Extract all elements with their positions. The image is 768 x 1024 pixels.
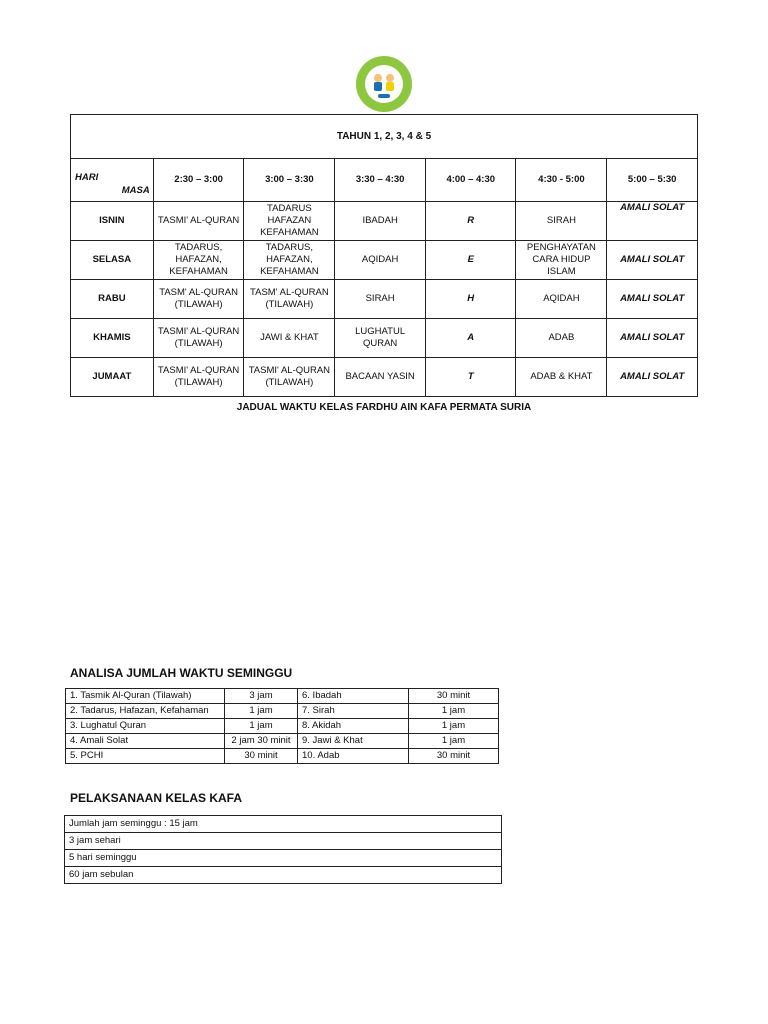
time-slot-header: 3:00 – 3:30 bbox=[244, 159, 335, 202]
subject-cell: BACAAN YASIN bbox=[335, 358, 426, 397]
time-header-row bbox=[71, 159, 698, 202]
hari-label: HARI bbox=[75, 172, 99, 183]
permata-suria-logo bbox=[354, 54, 414, 114]
pelaksanaan-item: 3 jam sehari bbox=[65, 833, 502, 850]
subject-cell: AMALI SOLAT bbox=[607, 358, 698, 397]
subject-name: 4. Amali Solat bbox=[66, 734, 225, 749]
table-row bbox=[66, 719, 499, 734]
table-row bbox=[71, 241, 698, 280]
time-slot-header: 4:00 – 4:30 bbox=[425, 159, 516, 202]
subject-cell: TASMI' AL-QURAN (TILAWAH) bbox=[153, 358, 244, 397]
subject-cell: AMALI SOLAT bbox=[607, 202, 698, 241]
table-row bbox=[71, 202, 698, 241]
subject-cell: TADARUS HAFAZAN KEFAHAMAN bbox=[244, 202, 335, 241]
pelaksanaan-table bbox=[64, 815, 502, 884]
analisa-table bbox=[65, 688, 499, 764]
time-slot-header: 4:30 - 5:00 bbox=[516, 159, 607, 202]
subject-name: 8. Akidah bbox=[298, 719, 409, 734]
subject-cell: TASM' AL-QURAN (TILAWAH) bbox=[153, 280, 244, 319]
subject-duration: 30 minit bbox=[409, 749, 499, 764]
subject-duration: 30 minit bbox=[225, 749, 298, 764]
timetable bbox=[70, 114, 698, 397]
subject-cell: AQIDAH bbox=[335, 241, 426, 280]
subject-cell: AMALI SOLAT bbox=[607, 280, 698, 319]
subject-cell: SIRAH bbox=[516, 202, 607, 241]
day-cell: JUMAAT bbox=[71, 358, 154, 397]
subject-name: 10. Adab bbox=[298, 749, 409, 764]
subject-name: 3. Lughatul Quran bbox=[66, 719, 225, 734]
table-row bbox=[65, 850, 502, 867]
table-row bbox=[65, 833, 502, 850]
timetable-caption: JADUAL WAKTU KELAS FARDHU AIN KAFA PERMATA SURIA bbox=[236, 402, 532, 413]
time-slot-header: 2:30 – 3:00 bbox=[153, 159, 244, 202]
rehat-letter-cell: R bbox=[425, 202, 516, 241]
subject-cell: TASMI' AL-QURAN (TILAWAH) bbox=[153, 319, 244, 358]
day-cell: KHAMIS bbox=[71, 319, 154, 358]
subject-duration: 1 jam bbox=[409, 704, 499, 719]
pelaksanaan-item: 5 hari seminggu bbox=[65, 850, 502, 867]
subject-duration: 2 jam 30 minit bbox=[225, 734, 298, 749]
table-row bbox=[66, 749, 499, 764]
timetable-title: TAHUN 1, 2, 3, 4 & 5 bbox=[71, 115, 698, 159]
day-cell: ISNIN bbox=[71, 202, 154, 241]
rehat-letter-cell: A bbox=[425, 319, 516, 358]
subject-cell: TASM' AL-QURAN (TILAWAH) bbox=[244, 280, 335, 319]
subject-cell: ADAB & KHAT bbox=[516, 358, 607, 397]
subject-cell: PENGHAYATAN CARA HIDUP ISLAM bbox=[516, 241, 607, 280]
table-row bbox=[71, 319, 698, 358]
table-row bbox=[71, 358, 698, 397]
day-cell: SELASA bbox=[71, 241, 154, 280]
subject-duration: 1 jam bbox=[409, 719, 499, 734]
subject-cell: SIRAH bbox=[335, 280, 426, 319]
subject-cell: LUGHATUL QURAN bbox=[335, 319, 426, 358]
table-row bbox=[66, 689, 499, 704]
time-slot-header: 5:00 – 5:30 bbox=[607, 159, 698, 202]
table-row bbox=[71, 280, 698, 319]
subject-duration: 3 jam bbox=[225, 689, 298, 704]
subject-name: 2. Tadarus, Hafazan, Kefahaman bbox=[66, 704, 225, 719]
time-slot-header: 3:30 – 4:30 bbox=[335, 159, 426, 202]
subject-cell: TASMI' AL-QURAN (TILAWAH) bbox=[244, 358, 335, 397]
subject-duration: 1 jam bbox=[225, 704, 298, 719]
subject-cell: AMALI SOLAT bbox=[607, 241, 698, 280]
rehat-letter-cell: E bbox=[425, 241, 516, 280]
table-row bbox=[65, 867, 502, 884]
hari-masa-corner bbox=[71, 159, 154, 202]
subject-cell: TADARUS, HAFAZAN, KEFAHAMAN bbox=[244, 241, 335, 280]
table-row bbox=[66, 734, 499, 749]
subject-duration: 30 minit bbox=[409, 689, 499, 704]
analisa-title: ANALISA JUMLAH WAKTU SEMINGGU bbox=[70, 666, 293, 680]
subject-duration: 1 jam bbox=[409, 734, 499, 749]
pelaksanaan-item: 60 jam sebulan bbox=[65, 867, 502, 884]
subject-name: 9. Jawi & Khat bbox=[298, 734, 409, 749]
subject-cell: ADAB bbox=[516, 319, 607, 358]
subject-duration: 1 jam bbox=[225, 719, 298, 734]
rehat-letter-cell: T bbox=[425, 358, 516, 397]
subject-name: 1. Tasmik Al-Quran (Tilawah) bbox=[66, 689, 225, 704]
masa-label: MASA bbox=[121, 185, 150, 196]
subject-cell: TASMI' AL-QURAN bbox=[153, 202, 244, 241]
subject-name: 5. PCHI bbox=[66, 749, 225, 764]
day-cell: RABU bbox=[71, 280, 154, 319]
subject-cell: AQIDAH bbox=[516, 280, 607, 319]
subject-name: 7. Sirah bbox=[298, 704, 409, 719]
subject-cell: TADARUS, HAFAZAN, KEFAHAMAN bbox=[153, 241, 244, 280]
rehat-letter-cell: H bbox=[425, 280, 516, 319]
table-row bbox=[65, 816, 502, 833]
pelaksanaan-title: PELAKSANAAN KELAS KAFA bbox=[70, 791, 243, 805]
pelaksanaan-item: Jumlah jam seminggu : 15 jam bbox=[65, 816, 502, 833]
table-row bbox=[66, 704, 499, 719]
subject-cell: AMALI SOLAT bbox=[607, 319, 698, 358]
subject-cell: IBADAH bbox=[335, 202, 426, 241]
subject-name: 6. Ibadah bbox=[298, 689, 409, 704]
subject-cell: JAWI & KHAT bbox=[244, 319, 335, 358]
